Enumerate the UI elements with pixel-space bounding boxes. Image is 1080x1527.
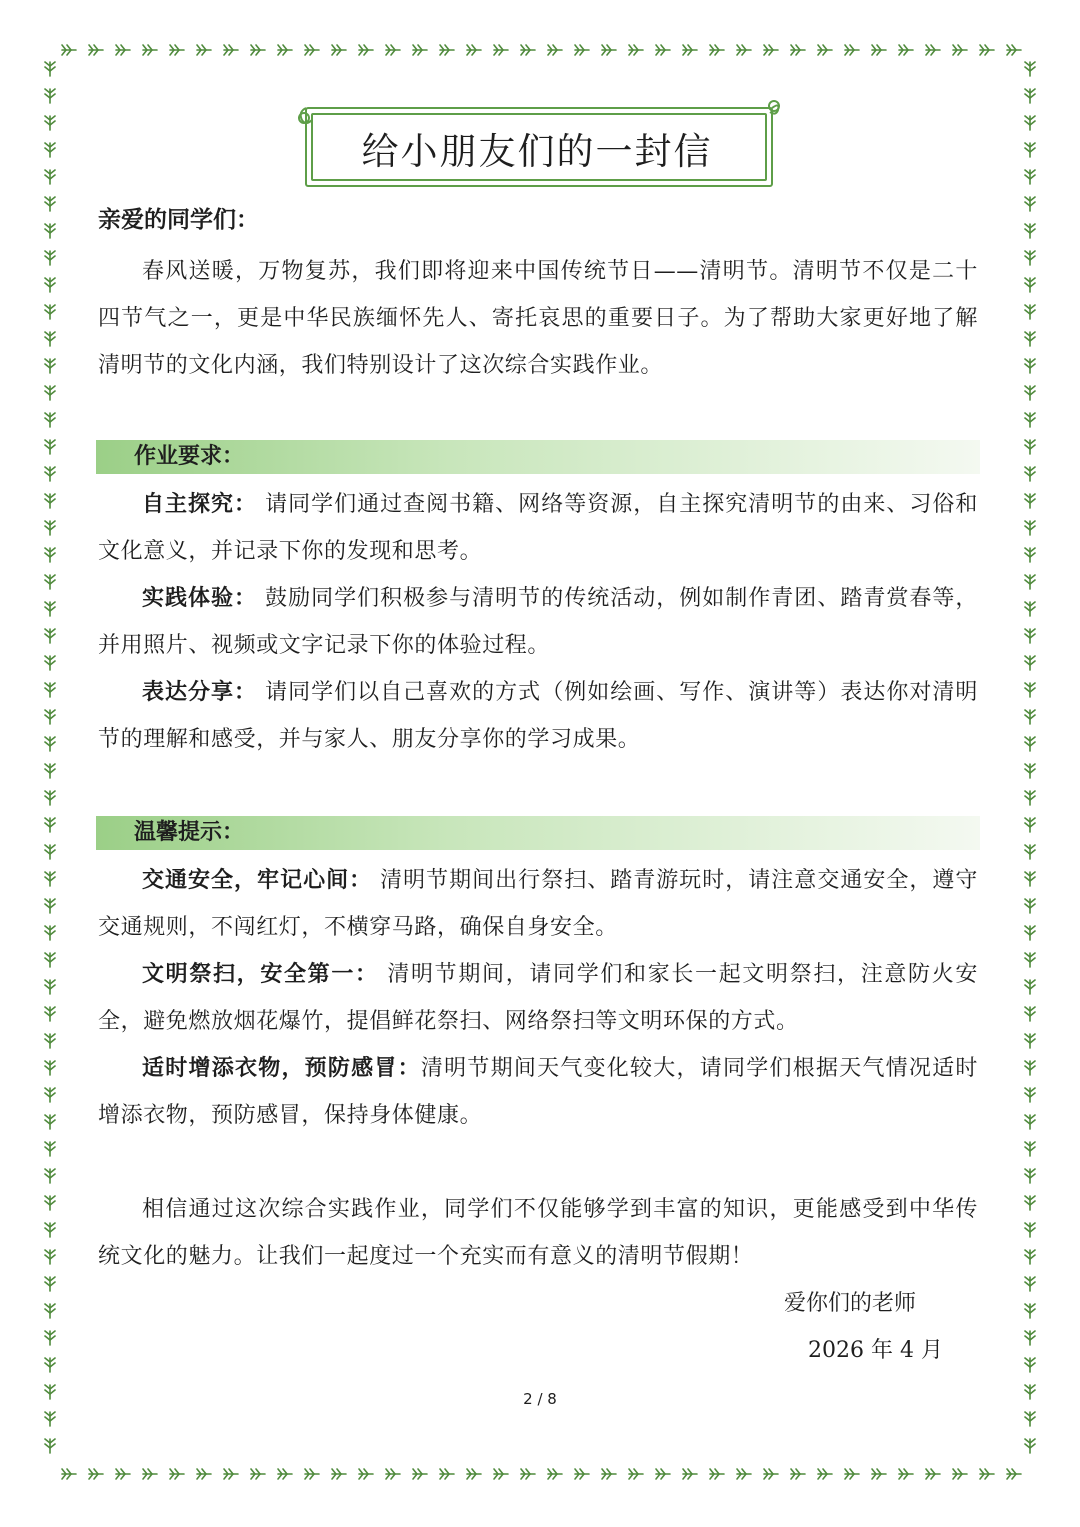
leaf-ornament: [1025, 1034, 1035, 1048]
leaf-ornament: [62, 45, 76, 55]
leaf-ornament: [575, 1469, 589, 1479]
leaf-ornament: [45, 791, 55, 805]
leaf-ornament: [710, 45, 724, 55]
leaf-ornament: [1025, 359, 1035, 373]
leaf-ornament: [359, 45, 373, 55]
leaf-ornament: [1025, 1331, 1035, 1345]
leaf-ornament: [45, 764, 55, 778]
leaf-ornament: [45, 1223, 55, 1237]
leaf-ornament: [1025, 1412, 1035, 1426]
leaf-ornament: [305, 45, 319, 55]
leaf-ornament: [143, 1469, 157, 1479]
leaf-ornament: [45, 305, 55, 319]
leaf-ornament: [45, 386, 55, 400]
leaf-ornament: [1025, 791, 1035, 805]
leaf-ornament: [1025, 602, 1035, 616]
leaf-ornament: [818, 45, 832, 55]
leaf-ornament: [737, 45, 751, 55]
leaf-ornament: [872, 1469, 886, 1479]
leaf-ornament: [45, 359, 55, 373]
leaf-ornament: [332, 45, 346, 55]
tip-label: 适时增添衣物，预防感冒：: [142, 1056, 421, 1081]
leaf-ornament: [764, 45, 778, 55]
requirement-text: 请同学们通过查阅书籍、网络等资源，自主探究清明节的由来、习俗和文化意义，并记录下你的发现和思考。: [98, 492, 978, 564]
leaf-ornament: [440, 45, 454, 55]
leaf-ornament: [45, 62, 55, 76]
leaf-ornament: [45, 1358, 55, 1372]
leaf-ornament: [1007, 45, 1021, 55]
leaf-ornament: [1025, 683, 1035, 697]
leaf-ornament: [980, 1469, 994, 1479]
letter-title: 给小朋友们的一封信: [361, 130, 713, 173]
leaf-ornament: [791, 1469, 805, 1479]
tip-text: 清明节期间天气变化较大，请同学们根据天气情况适时增添衣物，预防感冒，保持身体健康。: [98, 1056, 979, 1128]
leaf-ornament: [45, 1034, 55, 1048]
leaf-ornament: [278, 1469, 292, 1479]
requirement-item: [98, 575, 978, 669]
requirement-item: [98, 481, 978, 575]
leaf-ornament: [1025, 764, 1035, 778]
leaf-ornament: [1025, 1115, 1035, 1129]
leaf-ornament: [45, 602, 55, 616]
leaf-ornament: [1025, 521, 1035, 535]
leaf-ornament: [1025, 899, 1035, 913]
leaf-ornament: [899, 1469, 913, 1479]
leaf-ornament: [494, 1469, 508, 1479]
leaf-ornament: [548, 45, 562, 55]
leaf-ornament: [45, 1088, 55, 1102]
leaf-ornament: [45, 1439, 55, 1453]
leaf-ornament: [45, 656, 55, 670]
leaf-ornament: [1025, 872, 1035, 886]
intro-paragraph: 春风送暖，万物复苏，我们即将迎来中国传统节日——清明节。清明节不仅是二十四节气之一，更是中华民族缅怀先人、寄托哀思的重要日子。为了帮助大家更好地了解清明节的文化内涵，我们特别设计了这次综合实践作业。: [98, 259, 978, 378]
leaf-ornament: [170, 45, 184, 55]
leaf-ornament: [45, 143, 55, 157]
leaf-ornament: [278, 45, 292, 55]
leaf-ornament: [899, 45, 913, 55]
leaf-ornament: [45, 926, 55, 940]
leaf-ornament: [683, 45, 697, 55]
page-number: 2 / 8: [523, 1390, 557, 1408]
leaf-ornament: [197, 1469, 211, 1479]
leaf-ornament: [251, 1469, 265, 1479]
leaf-ornament: [683, 1469, 697, 1479]
leaf-ornament: [656, 45, 670, 55]
leaf-ornament: [1025, 1061, 1035, 1075]
leaf-ornament: [1025, 737, 1035, 751]
leaf-ornament: [1025, 278, 1035, 292]
leaf-ornament: [45, 1115, 55, 1129]
leaf-ornament: [521, 45, 535, 55]
leaf-ornament: [1025, 116, 1035, 130]
leaf-ornament: [818, 1469, 832, 1479]
leaf-ornament: [1025, 89, 1035, 103]
leaf-ornament: [45, 1196, 55, 1210]
requirement-item: [98, 669, 978, 763]
leaf-ornament: [45, 1277, 55, 1291]
requirements-heading: 作业要求：: [134, 444, 245, 469]
tip-item: [98, 951, 978, 1045]
leaf-ornament: [45, 899, 55, 913]
leaf-ornament: [332, 1469, 346, 1479]
leaf-ornament: [45, 1250, 55, 1264]
leaf-ornament: [305, 1469, 319, 1479]
tip-label: 交通安全，牢记心间：: [142, 868, 373, 893]
leaf-ornament: [386, 45, 400, 55]
leaf-ornament: [45, 1304, 55, 1318]
leaf-ornament: [45, 440, 55, 454]
requirements-heading-bar: [96, 440, 980, 474]
leaf-ornament: [1025, 926, 1035, 940]
leaf-ornament: [45, 818, 55, 832]
leaf-ornament: [224, 45, 238, 55]
leaf-ornament: [1025, 656, 1035, 670]
leaf-ornament: [872, 45, 886, 55]
leaf-ornament: [413, 1469, 427, 1479]
leaf-ornament: [1025, 1088, 1035, 1102]
leaf-ornament: [1025, 710, 1035, 724]
leaf-ornament: [521, 1469, 535, 1479]
requirement-label: 实践体验：: [142, 586, 258, 611]
leaf-ornament: [1025, 575, 1035, 589]
leaf-ornament: [1025, 845, 1035, 859]
leaf-ornament: [1025, 953, 1035, 967]
leaf-ornament: [1025, 467, 1035, 481]
leaf-ornament: [45, 251, 55, 265]
leaf-ornament: [602, 1469, 616, 1479]
tip-text: 清明节期间出行祭扫、踏青游玩时，请注意交通安全，遵守交通规则，不闯红灯，不横穿马路，确保自身安全。: [98, 868, 978, 940]
leaf-ornament: [251, 45, 265, 55]
letter-date: 2026 年 4 月: [808, 1338, 943, 1363]
leaf-ornament: [45, 737, 55, 751]
leaf-ornament: [710, 1469, 724, 1479]
leaf-ornament: [45, 575, 55, 589]
leaf-ornament: [575, 45, 589, 55]
closing-paragraph: 相信通过这次综合实践作业，同学们不仅能够学到丰富的知识，更能感受到中华传统文化的魅力。让我们一起度过一个充实而有意义的清明节假期！: [98, 1197, 978, 1269]
leaf-ornament: [45, 1331, 55, 1345]
leaf-ornament: [45, 494, 55, 508]
leaf-ornament: [45, 116, 55, 130]
leaf-ornament: [1025, 1304, 1035, 1318]
leaf-ornament: [1025, 224, 1035, 238]
leaf-ornament: [89, 45, 103, 55]
leaf-ornament: [494, 45, 508, 55]
leaf-ornament: [1025, 1223, 1035, 1237]
leaf-ornament: [45, 1169, 55, 1183]
leaf-ornament: [1025, 332, 1035, 346]
leaf-ornament: [1025, 197, 1035, 211]
leaf-ornament: [224, 1469, 238, 1479]
leaf-ornament: [143, 45, 157, 55]
leaf-ornament: [656, 1469, 670, 1479]
leaf-ornament: [980, 45, 994, 55]
leaf-ornament: [1025, 818, 1035, 832]
leaf-ornament: [413, 45, 427, 55]
leaf-ornament: [1025, 440, 1035, 454]
leaf-ornament: [45, 224, 55, 238]
leaf-ornament: [45, 629, 55, 643]
leaf-ornament: [1025, 1196, 1035, 1210]
leaf-ornament: [1025, 305, 1035, 319]
requirement-text: 鼓励同学们积极参与清明节的传统活动，例如制作青团、踏青赏春等，并用照片、视频或文字记录下你的体验过程。: [98, 586, 978, 658]
leaf-ornament: [45, 845, 55, 859]
tip-item: [98, 1045, 978, 1139]
leaf-ornament: [45, 170, 55, 184]
leaf-ornament: [45, 467, 55, 481]
leaf-ornament: [845, 1469, 859, 1479]
leaf-ornament: [1025, 1385, 1035, 1399]
leaf-ornament: [89, 1469, 103, 1479]
leaf-ornament: [359, 1469, 373, 1479]
requirement-text: 请同学们以自己喜欢的方式（例如绘画、写作、演讲等）表达你对清明节的理解和感受，并与家人、朋友分享你的学习成果。: [98, 680, 978, 752]
leaf-ornament: [1025, 62, 1035, 76]
leaf-ornament: [45, 980, 55, 994]
leaf-ornament: [629, 1469, 643, 1479]
leaf-ornament: [548, 1469, 562, 1479]
leaf-ornament: [953, 45, 967, 55]
signature: 爱你们的老师: [784, 1291, 917, 1316]
leaf-ornament: [440, 1469, 454, 1479]
leaf-ornament: [1025, 1007, 1035, 1021]
leaf-ornament: [467, 1469, 481, 1479]
leaf-ornament: [45, 1007, 55, 1021]
leaf-ornament: [386, 1469, 400, 1479]
leaf-ornament: [629, 45, 643, 55]
leaf-ornament: [737, 1469, 751, 1479]
leaf-ornament: [45, 197, 55, 211]
leaf-ornament: [1025, 386, 1035, 400]
leaf-ornament: [791, 45, 805, 55]
leaf-ornament: [1025, 980, 1035, 994]
tip-label: 文明祭扫，安全第一：: [142, 962, 379, 987]
leaf-ornament: [926, 45, 940, 55]
leaf-ornament: [1025, 494, 1035, 508]
leaf-ornament: [45, 1412, 55, 1426]
leaf-ornament: [45, 1385, 55, 1399]
leaf-ornament: [845, 45, 859, 55]
tip-text: 清明节期间，请同学们和家长一起文明祭扫，注意防火安全，避免燃放烟花爆竹，提倡鲜花祭扫、网络祭扫等文明环保的方式。: [98, 962, 978, 1034]
leaf-ornament: [45, 1061, 55, 1075]
leaf-ornament: [45, 953, 55, 967]
leaf-ornament: [170, 1469, 184, 1479]
leaf-ornament: [45, 278, 55, 292]
leaf-ornament: [953, 1469, 967, 1479]
leaf-ornament: [45, 1142, 55, 1156]
leaf-ornament: [45, 710, 55, 724]
leaf-ornament: [45, 872, 55, 886]
salutation: 亲爱的同学们：: [98, 207, 259, 233]
leaf-ornament: [1025, 629, 1035, 643]
leaf-ornament: [45, 332, 55, 346]
leaf-ornament: [1025, 1169, 1035, 1183]
leaf-ornament: [1025, 251, 1035, 265]
leaf-ornament: [116, 1469, 130, 1479]
leaf-ornament: [1025, 170, 1035, 184]
tips-heading-bar: [96, 816, 980, 850]
leaf-ornament: [1025, 1439, 1035, 1453]
leaf-ornament: [1025, 1358, 1035, 1372]
leaf-ornament: [116, 45, 130, 55]
leaf-ornament: [1025, 1142, 1035, 1156]
requirement-label: 表达分享：: [142, 680, 258, 705]
leaf-ornament: [45, 413, 55, 427]
leaf-ornament: [1025, 143, 1035, 157]
leaf-ornament: [1025, 413, 1035, 427]
tips-heading: 温馨提示：: [134, 820, 245, 845]
leaf-ornament: [764, 1469, 778, 1479]
requirement-label: 自主探究：: [142, 492, 258, 517]
leaf-ornament: [467, 45, 481, 55]
leaf-ornament: [45, 521, 55, 535]
leaf-ornament: [1007, 1469, 1021, 1479]
leaf-ornament: [1025, 1277, 1035, 1291]
leaf-ornament: [45, 89, 55, 103]
leaf-ornament: [1025, 1250, 1035, 1264]
leaf-ornament: [62, 1469, 76, 1479]
leaf-ornament: [1025, 548, 1035, 562]
tip-item: [98, 857, 978, 951]
leaf-ornament: [45, 548, 55, 562]
leaf-ornament: [926, 1469, 940, 1479]
leaf-ornament: [197, 45, 211, 55]
leaf-ornament: [602, 45, 616, 55]
leaf-ornament: [45, 683, 55, 697]
